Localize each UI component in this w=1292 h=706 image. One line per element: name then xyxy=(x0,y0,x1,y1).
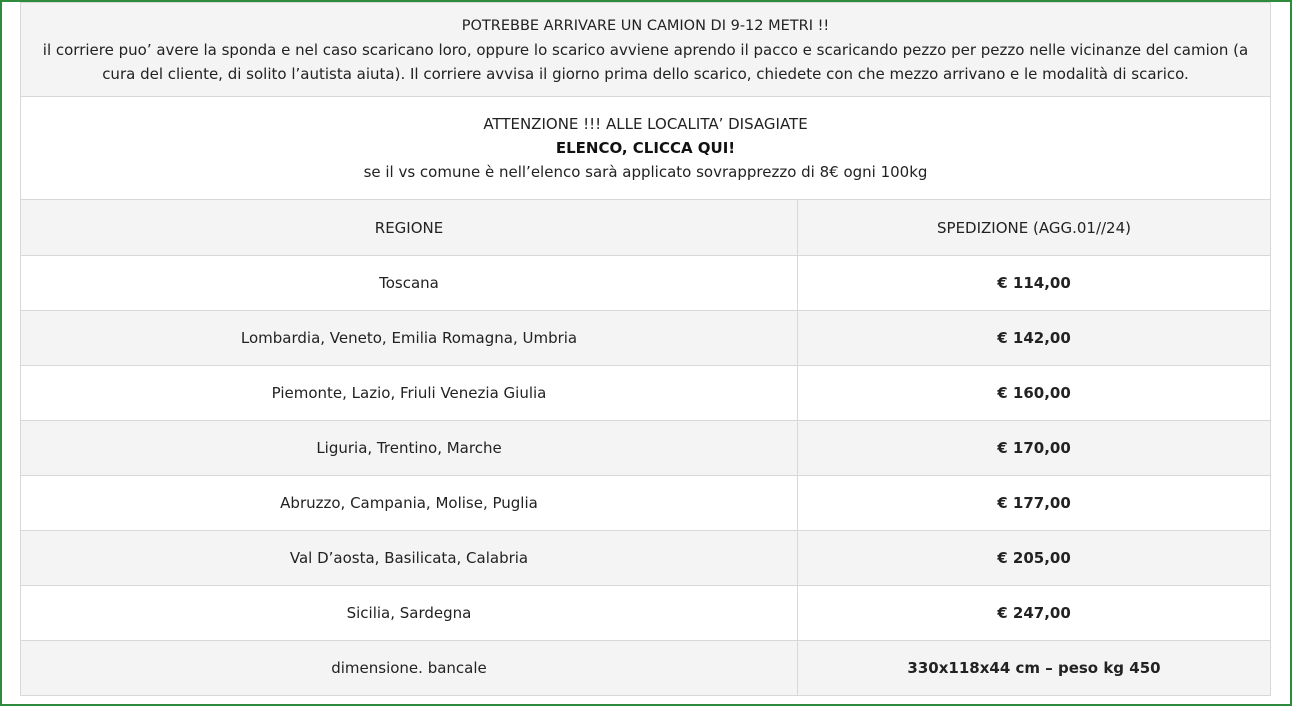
table-row xyxy=(21,586,1271,641)
region-cell: Piemonte, Lazio, Friuli Venezia Giulia xyxy=(21,366,798,421)
shipping-table xyxy=(20,2,1271,696)
pallet-dimension-value: 330x118x44 cm – peso kg 450 xyxy=(798,641,1271,696)
pallet-dimension-label: dimensione. bancale xyxy=(21,641,798,696)
surcharge-text: se il vs comune è nell’elenco sarà applicato sovrapprezzo di 8€ ogni 100kg xyxy=(363,163,928,181)
price-cell: € 177,00 xyxy=(798,476,1271,531)
table-row xyxy=(21,256,1271,311)
truck-notice-text: il corriere puo’ avere la sponda e nel caso scaricano loro, oppure lo scarico avviene aprendo il pacco e scaricando pezzo per pezzo nelle vicinanze del camion (a cura del cliente, di solito l’autista aiuta). Il corriere avvisa il giorno prima dello scarico, chiedete con che mezzo arrivano e le modalità di scarico. xyxy=(42,40,1249,83)
truck-notice-row xyxy=(21,3,1271,97)
table-row xyxy=(21,531,1271,586)
table-row xyxy=(21,366,1271,421)
table-header-row xyxy=(21,200,1271,256)
price-cell: € 114,00 xyxy=(798,256,1271,311)
header-region: REGIONE xyxy=(21,200,798,256)
price-cell: € 247,00 xyxy=(798,586,1271,641)
table-row xyxy=(21,421,1271,476)
table-row xyxy=(21,311,1271,366)
price-cell: € 160,00 xyxy=(798,366,1271,421)
region-cell: Lombardia, Veneto, Emilia Romagna, Umbria xyxy=(21,311,798,366)
region-cell: Val D’aosta, Basilicata, Calabria xyxy=(21,531,798,586)
truck-notice-cell xyxy=(21,3,1271,97)
attention-title: ATTENZIONE !!! ALLE LOCALITA’ DISAGIATE xyxy=(483,115,808,133)
table-row xyxy=(21,476,1271,531)
price-cell: € 142,00 xyxy=(798,311,1271,366)
truck-notice-title: POTREBBE ARRIVARE UN CAMION DI 9-12 METRI !! xyxy=(461,17,830,34)
attention-cell xyxy=(21,97,1271,200)
region-cell: Liguria, Trentino, Marche xyxy=(21,421,798,476)
region-cell: Toscana xyxy=(21,256,798,311)
price-cell: € 205,00 xyxy=(798,531,1271,586)
header-shipping: SPEDIZIONE (AGG.01//24) xyxy=(798,200,1271,256)
locations-list-link[interactable]: ELENCO, CLICCA QUI! xyxy=(555,139,736,157)
region-cell: Sicilia, Sardegna xyxy=(21,586,798,641)
region-cell: Abruzzo, Campania, Molise, Puglia xyxy=(21,476,798,531)
attention-row xyxy=(21,97,1271,200)
price-cell: € 170,00 xyxy=(798,421,1271,476)
pallet-dimension-row xyxy=(21,641,1271,696)
